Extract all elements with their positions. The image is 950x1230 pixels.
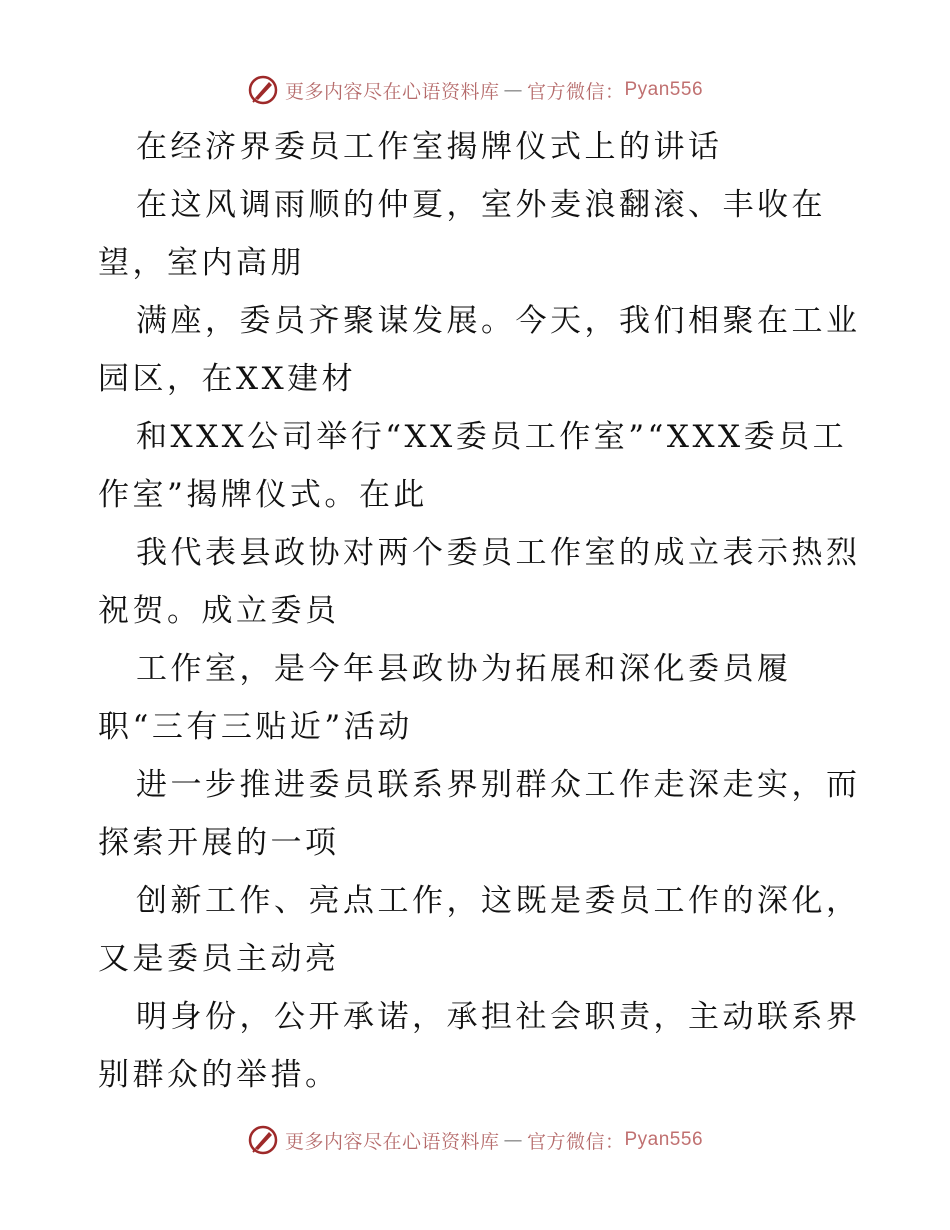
- paragraph-line: 别群众的举措。: [98, 1057, 340, 1093]
- quill-logo-icon: [247, 1124, 279, 1156]
- paragraph-line: 工作室，是今年县政协为拓展和深化委员履: [136, 651, 792, 687]
- paragraph-line: 探索开展的一项: [98, 825, 340, 861]
- paragraph-line: 满座，委员齐聚谋发展。今天，我们相聚在工业: [136, 303, 861, 339]
- watermark-main-text: 更多内容尽在心语资料库: [284, 80, 500, 103]
- quill-logo-icon: [247, 74, 279, 106]
- watermark-wechat-label: 官方微信：: [526, 80, 625, 103]
- paragraph-line: 园区，在XX建材: [98, 361, 357, 397]
- paragraph-line: 祝贺。成立委员: [98, 593, 340, 629]
- paragraph-line: 我代表县政协对两个委员工作室的成立表示热烈: [136, 535, 861, 571]
- paragraph-line: 在这风调雨顺的仲夏，室外麦浪翻滚、丰收在: [136, 187, 826, 223]
- watermark-dash: —: [503, 79, 523, 101]
- paragraph-line: 作室”揭牌仪式。在此: [98, 477, 428, 513]
- paragraph-line: 进一步推进委员联系界别群众工作走深走实，而: [136, 767, 861, 803]
- watermark-wechat-label: 官方微信：: [526, 1130, 625, 1153]
- watermark-main-text: 更多内容尽在心语资料库: [284, 1130, 500, 1153]
- paragraph-line: 又是委员主动亮: [98, 941, 340, 977]
- document-body: [98, 118, 861, 1104]
- paragraph-line: 明身份，公开承诺，承担社会职责，主动联系界: [136, 999, 861, 1035]
- paragraph-line: 望，室内高朋: [98, 245, 305, 281]
- paragraph-line: 创新工作、亮点工作，这既是委员工作的深化，: [136, 883, 861, 919]
- watermark-wechat-id: Pyan556: [624, 1129, 704, 1150]
- watermark-wechat-id: Pyan556: [624, 79, 704, 100]
- paragraph-line: 和XXX公司举行“XX委员工作室”“XXX委员工: [136, 419, 848, 455]
- header-watermark: [0, 70, 950, 110]
- document-title: 在经济界委员工作室揭牌仪式上的讲话: [136, 129, 723, 165]
- paragraph-line: 职“三有三贴近”活动: [98, 709, 413, 745]
- watermark-dash: —: [503, 1129, 523, 1151]
- footer-watermark: [0, 1120, 950, 1160]
